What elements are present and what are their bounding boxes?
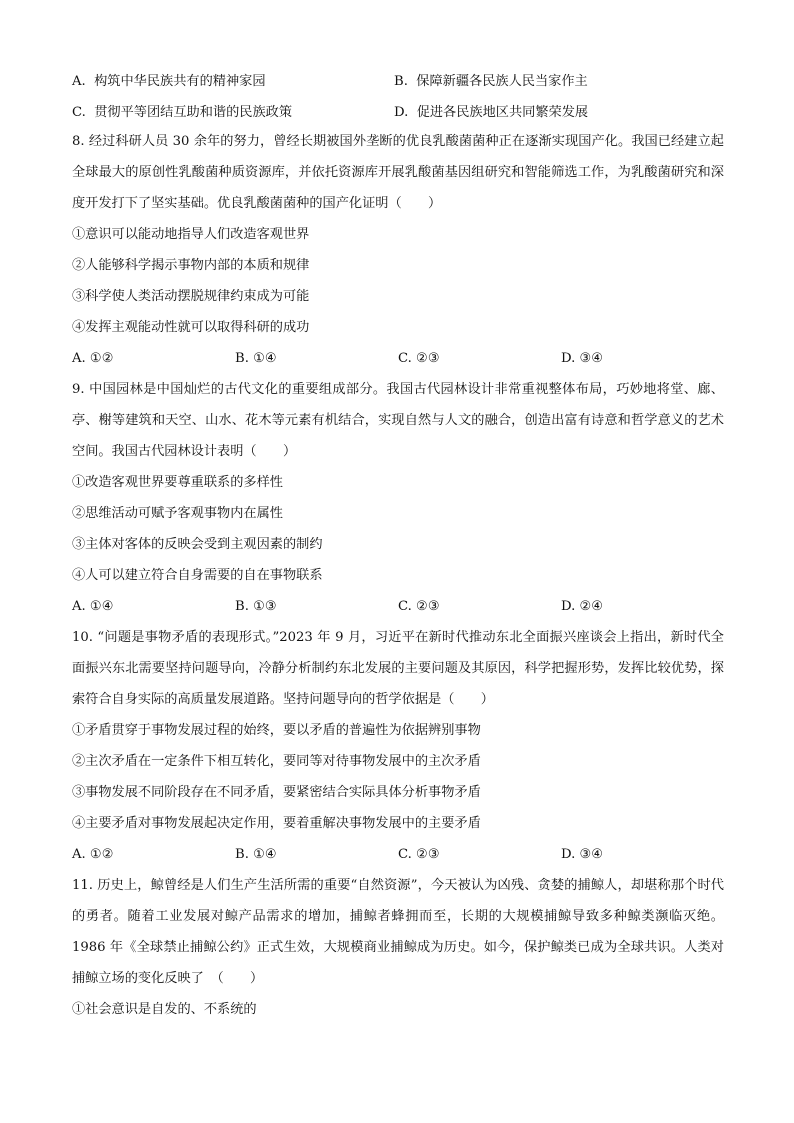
choice-c: C. ②③	[398, 847, 440, 862]
option-b: B. 保障新疆各民族人民当家作主	[394, 74, 588, 89]
choice-a: A. ①②	[72, 847, 114, 862]
choice-a: A. ①②	[72, 351, 114, 366]
choice-row	[72, 343, 724, 374]
choice-d: D. ③④	[561, 351, 604, 366]
option-a: A. 构筑中华民族共有的精神家园	[72, 74, 266, 89]
choice-row	[72, 591, 724, 622]
statement-item: ②主次矛盾在一定条件下相互转化，要同等对待事物发展中的主次矛盾	[72, 754, 481, 769]
statement-item: ①改造客观世界要尊重联系的多样性	[72, 475, 283, 490]
statement-item: ④发挥主观能动性就可以取得科研的成功	[72, 320, 310, 335]
statement-item: ②思维活动可赋予客观事物内在属性	[72, 506, 283, 521]
choice-row	[72, 839, 724, 870]
question-stem: 9. 中国园林是中国灿烂的古代文化的重要组成部分。我国古代园林设计非常重视整体布局，巧妙地将堂、廊、亭、榭等建筑和天空、山水、花木等元素有机结合，实现自然与人文的融合，创造出富有诗意和哲学意义的艺术空间。我国古代园林设计表明（ ）	[72, 382, 724, 459]
option-d: D. 促进各民族地区共同繁荣发展	[394, 105, 589, 120]
statement-item: ④主要矛盾对事物发展起决定作用，要着重解决事物发展中的主要矛盾	[72, 816, 481, 831]
choice-a: A. ①④	[72, 599, 114, 614]
choice-d: D. ②④	[561, 599, 604, 614]
option-c: C. 贯彻平等团结互助和谐的民族政策	[72, 105, 293, 120]
question-stem: 8. 经过科研人员 30 余年的努力，曾经长期被国外垄断的优良乳酸菌菌种正在逐渐实现国产化。我国已经建立起全球最大的原创性乳酸菌种质资源库，并依托资源库开展乳酸菌基因组研究和智能筛选工作，为乳酸菌研究和深度开发打下了坚实基础。优良乳酸菌菌种的国产化证明（ ）	[72, 134, 724, 211]
question-8	[72, 126, 724, 374]
statement-item: ③主体对客体的反映会受到主观因素的制约	[72, 537, 323, 552]
choice-b: B. ①④	[235, 847, 277, 862]
choice-d: D. ③④	[561, 847, 604, 862]
statement-item: ②人能够科学揭示事物内部的本质和规律	[72, 258, 310, 273]
q7-options	[72, 64, 724, 126]
question-9	[72, 374, 724, 622]
question-stem: 11. 历史上，鲸曾经是人们生产生活所需的重要“自然资源”，今天被认为凶残、贪婪的捕鲸人，却堪称那个时代的勇者。随着工业发展对鲸产品需求的增加，捕鲸者蜂拥而至，长期的大规模捕鲸导致多种鲸类濒临灭绝。1986 年《全球禁止捕鲸公约》正式生效，大规模商业捕鲸成为历史。如今，保护鲸类已成为全球共识。人类对捕鲸立场的变化反映了 （ ）	[72, 878, 724, 986]
question-stem: 10. “问题是事物矛盾的表现形式。”2023 年 9 月，习近平在新时代推动东北全面振兴座谈会上指出，新时代全面振兴东北需要坚持问题导向，冷静分析制约东北发展的主要问题及其原因，科学把握形势，发挥比较优势，探索符合自身实际的高质量发展道路。坚持问题导向的哲学依据是（ ）	[72, 630, 724, 707]
statement-item: ①矛盾贯穿于事物发展过程的始终，要以矛盾的普遍性为依据辨别事物	[72, 723, 481, 738]
exam-page	[72, 64, 724, 1025]
statement-item: ③科学使人类活动摆脱规律约束成为可能	[72, 289, 310, 304]
statement-item: ③事物发展不同阶段存在不同矛盾，要紧密结合实际具体分析事物矛盾	[72, 785, 481, 800]
choice-c: C. ②③	[398, 599, 440, 614]
option-row	[72, 64, 724, 95]
question-10	[72, 622, 724, 870]
statement-item: ①意识可以能动地指导人们改造客观世界	[72, 227, 310, 242]
choice-b: B. ①④	[235, 351, 277, 366]
choice-c: C. ②③	[398, 351, 440, 366]
statement-item: ④人可以建立符合自身需要的自在事物联系	[72, 568, 323, 583]
option-row	[72, 95, 724, 126]
statement-item: ①社会意识是自发的、不系统的	[72, 1002, 257, 1017]
question-11	[72, 870, 724, 1025]
choice-b: B. ①③	[235, 599, 277, 614]
